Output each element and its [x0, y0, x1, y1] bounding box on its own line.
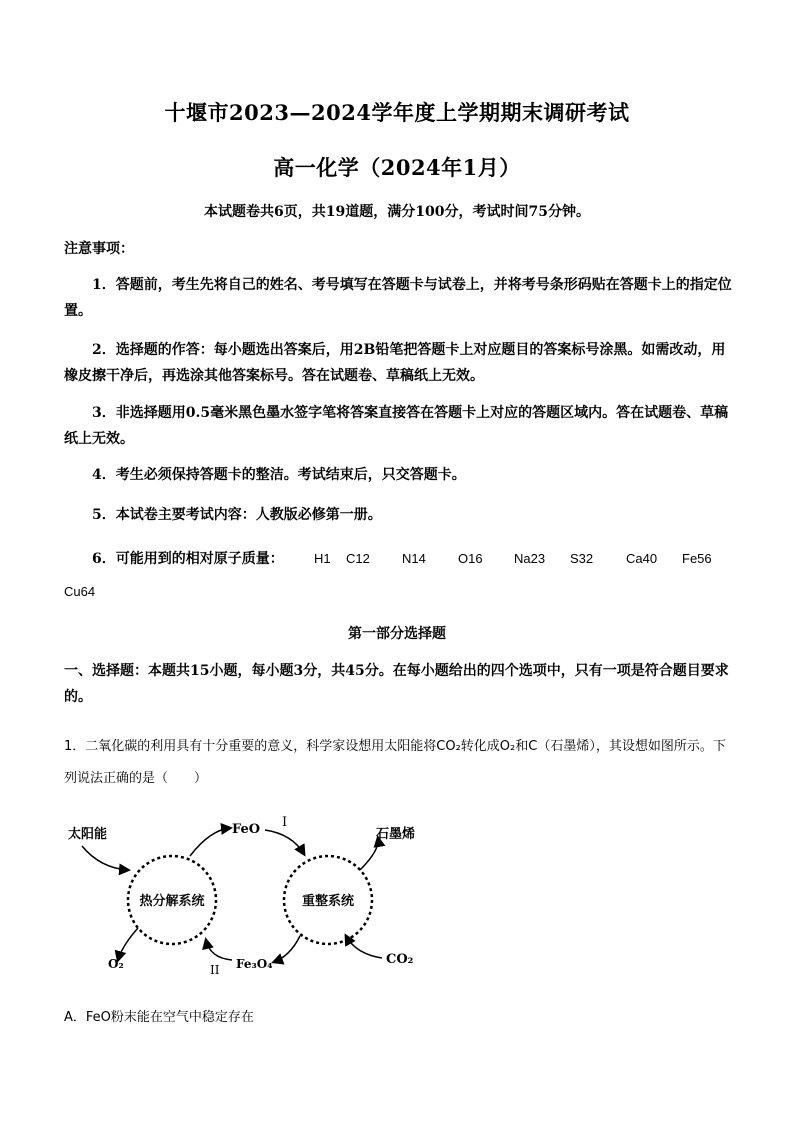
- note-item-5: 5．本试卷主要考试内容：人教版必修第一册。: [92, 507, 382, 523]
- section-title: 第一部分选择题: [348, 626, 446, 642]
- graphene-arrow: [360, 838, 378, 870]
- question-1-stem: 1．二氧化碳的利用具有十分重要的意义，科学家设想用太阳能将CO₂转化成O₂和C（石墨烯），其设想如图所示。下列说法正确的是（ ）: [64, 739, 726, 786]
- atomic-mass-cu: Cu64: [64, 584, 96, 599]
- feo-arrow-in: [190, 828, 230, 856]
- step-2-label: II: [210, 963, 220, 977]
- note-item-1: 1．答题前，考生先将自己的姓名、考号填写在答题卡与试卷上，并将考号条形码贴在答题卡上的指定位置。: [64, 277, 732, 319]
- fe3o4-arrow-out: [206, 940, 232, 960]
- note-item-3: 3．非选择题用0.5毫米黑色墨水签字笔将答案直接答在答题卡上对应的答题区域内。答在试题卷、草稿纸上无效。: [64, 405, 729, 447]
- right-system-label: 重整系统: [301, 894, 355, 909]
- co2-arrow: [346, 936, 382, 958]
- co2-label: CO₂: [386, 952, 414, 967]
- graphene-label: 石墨烯: [376, 827, 416, 842]
- co2-conversion-diagram: [60, 808, 440, 988]
- fe3o4-arrow-in: [274, 936, 300, 962]
- note-item-6-label: 6．可能用到的相对原子质量：: [92, 551, 284, 567]
- atomic-mass-o: O16: [458, 551, 483, 566]
- o2-label: O₂: [108, 957, 124, 971]
- atomic-mass-ca: Ca40: [626, 551, 658, 566]
- o2-arrow: [118, 928, 138, 960]
- fe3o4-label: Fe₃O₄: [236, 957, 273, 971]
- atomic-mass-h: H1: [314, 551, 331, 566]
- note-item-2: 2．选择题的作答：每小题选出答案后，用2B铅笔把答题卡上对应题目的答案标号涂黑。如需改动，用橡皮擦干净后，再选涂其他答案标号。答在试题卷、草稿纸上无效。: [64, 342, 726, 384]
- feo-label: FeO: [232, 822, 261, 837]
- section-instruction: 一、选择题：本题共15小题，每小题3分，共45分。在每小题给出的四个选项中，只有一项是符合题目要求的。: [64, 663, 729, 705]
- atomic-mass-na: Na23: [514, 551, 546, 566]
- notes-heading: 注意事项：: [64, 241, 134, 257]
- solar-label: 太阳能: [68, 827, 108, 842]
- exam-info: 本试题卷共6页，共19道题，满分100分，考试时间75分钟。: [204, 204, 590, 220]
- solar-arrow: [82, 846, 128, 870]
- step-1-label: I: [282, 815, 288, 830]
- exam-subtitle: 高一化学（2024年1月）: [273, 155, 521, 180]
- atomic-mass-s: S32: [570, 551, 594, 566]
- feo-arrow-out: [265, 830, 304, 854]
- atomic-mass-n: N14: [402, 551, 426, 566]
- atomic-mass-fe: Fe56: [682, 551, 712, 566]
- atomic-mass-c: C12: [346, 551, 370, 566]
- left-system-label: 热分解系统: [139, 894, 205, 909]
- question-1-option-a: A．FeO粉末能在空气中稳定存在: [64, 1010, 254, 1025]
- note-item-4: 4．考生必须保持答题卡的整洁。考试结束后，只交答题卡。: [92, 467, 466, 483]
- exam-title: 十堰市2023—2024学年度上学期期末调研考试: [164, 100, 630, 125]
